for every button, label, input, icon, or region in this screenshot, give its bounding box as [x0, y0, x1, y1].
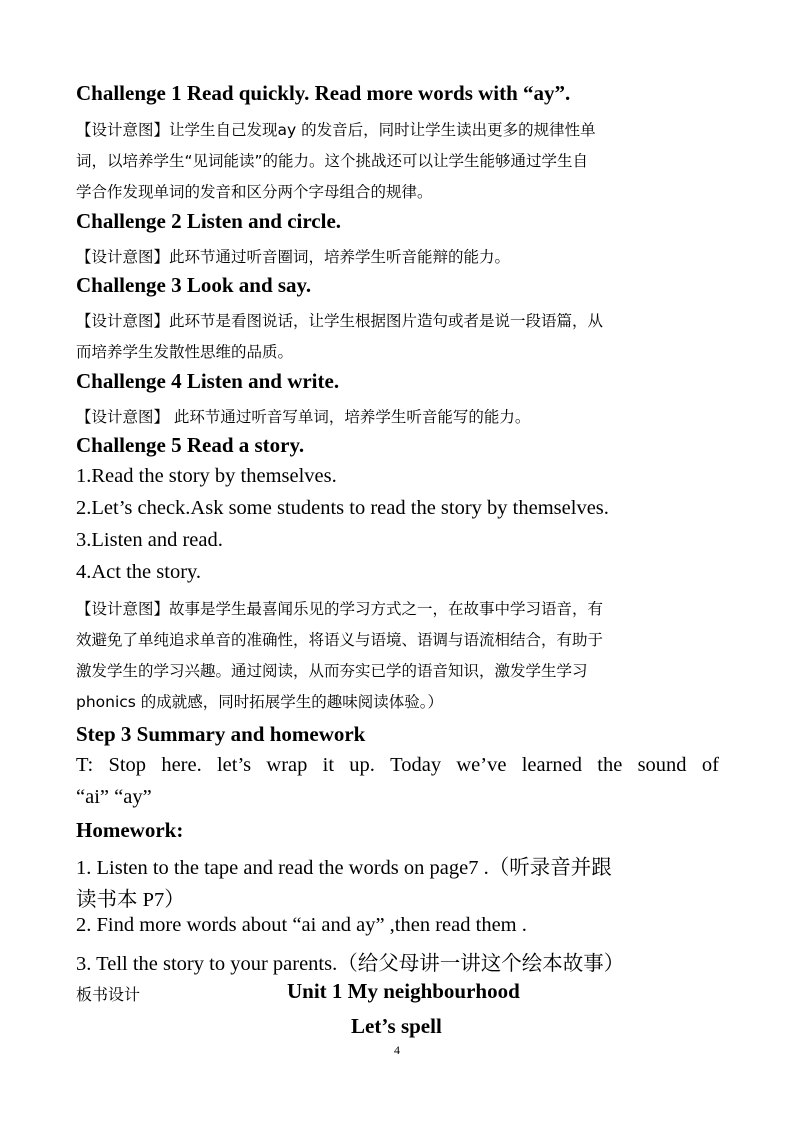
challenge-5-title: Challenge 5 Read a story.: [76, 433, 305, 457]
teacher-word: it: [322, 754, 335, 776]
challenge-2-title: Challenge 2 Listen and circle.: [76, 209, 342, 233]
teacher-word: here.: [161, 754, 202, 776]
challenge-1-note-line: 学合作发现单词的发音和区分两个字母组合的规律。: [76, 183, 433, 201]
challenge-3-title: Challenge 3 Look and say.: [76, 273, 312, 297]
board-unit-title: Unit 1 My neighbourhood: [287, 979, 520, 1003]
homework-title: Homework:: [76, 818, 184, 842]
teacher-words-line: [76, 754, 719, 777]
challenge-2-note-line: 【设计意图】此环节通过听音圈词，培养学生听音能辩的能力。: [76, 248, 511, 266]
challenge-4-note-line: 【设计意图】 此环节通过听音写单词，培养学生听音能写的能力。: [76, 408, 531, 426]
page-number: 4: [394, 1043, 400, 1057]
teacher-word: let’s: [216, 754, 252, 776]
homework-item: 3. Tell the story to your parents.（给父母讲一讲这个绘本故事）: [76, 953, 625, 975]
challenge-3-note-line: 而培养学生发散性思维的品质。: [76, 343, 294, 361]
board-lesson-title: Let’s spell: [351, 1014, 442, 1038]
challenge-3-note-line: 【设计意图】此环节是看图说话，让学生根据图片造句或者是说一段语篇，从: [76, 312, 604, 330]
story-step: 4.Act the story.: [76, 561, 202, 583]
teacher-word: the: [597, 754, 623, 776]
challenge-5-note-line: phonics 的成就感，同时拓展学生的趣味阅读体验。）: [76, 693, 444, 711]
challenge-5-note-line: 效避免了单纯追求单音的准确性，将语义与语境、语调与语流相结合，有助于: [76, 631, 604, 649]
teacher-word: sound: [637, 754, 687, 776]
step-3-title: Step 3 Summary and homework: [76, 722, 366, 746]
challenge-5-note-line: 【设计意图】故事是学生最喜闻乐见的学习方式之一，在故事中学习语音，有: [76, 600, 604, 618]
teacher-word: Stop: [108, 754, 147, 776]
teacher-word: wrap: [266, 754, 308, 776]
story-step: 3.Listen and read.: [76, 529, 223, 551]
challenge-1-note-line: 【设计意图】让学生自己发现ay 的发音后，同时让学生读出更多的规律性单: [76, 121, 596, 139]
story-step: 1.Read the story by themselves.: [76, 465, 337, 487]
teacher-word: T:: [76, 754, 94, 776]
challenge-4-title: Challenge 4 Listen and write.: [76, 369, 340, 393]
story-step: 2.Let’s check.Ask some students to read the story by themselves.: [76, 497, 609, 519]
challenge-5-note-line: 激发学生的学习兴趣。通过阅读，从而夯实已学的语音知识，激发学生学习: [76, 662, 588, 680]
homework-item: 1. Listen to the tape and read the words on page7 .（听录音并跟: [76, 857, 612, 879]
teacher-words-line-2: “ai” “ay”: [76, 786, 152, 808]
teacher-word: we’ve: [456, 754, 507, 776]
teacher-word: of: [701, 754, 719, 776]
board-design-label: 板书设计: [76, 985, 141, 1004]
challenge-1-title: Challenge 1 Read quickly. Read more words with “ay”.: [76, 81, 571, 105]
homework-item: 读书本 P7）: [76, 889, 185, 911]
challenge-1-note-line: 词，以培养学生“见词能读”的能力。这个挑战还可以让学生能够通过学生自: [76, 152, 589, 170]
homework-item: 2. Find more words about “ai and ay” ,then read them .: [76, 914, 527, 936]
teacher-word: up.: [349, 754, 375, 776]
teacher-word: learned: [521, 754, 583, 776]
teacher-word: Today: [390, 754, 442, 776]
